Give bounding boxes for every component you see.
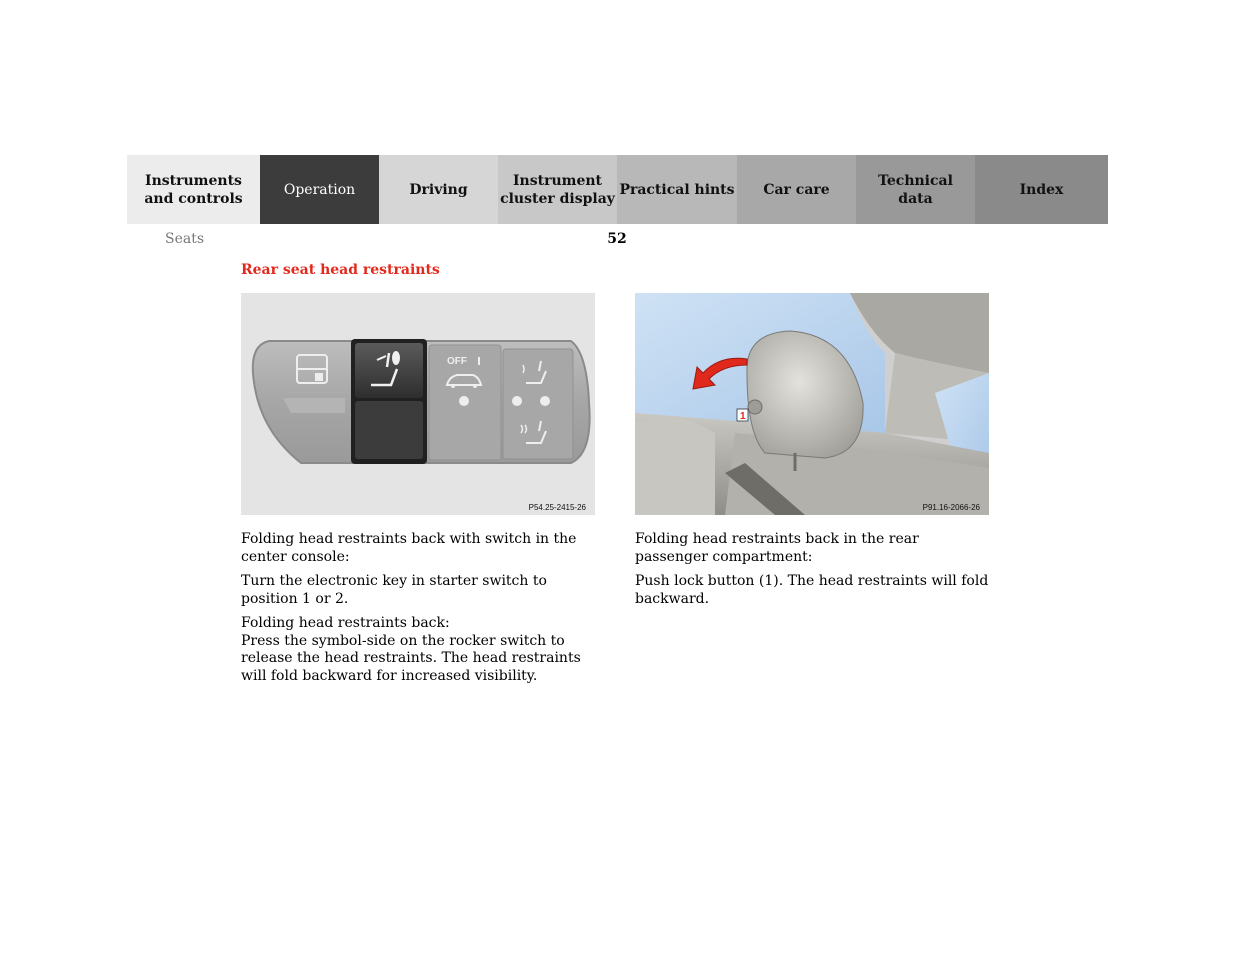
tab-operation[interactable]: Operation	[260, 155, 379, 224]
tab-practical-hints[interactable]: Practical hints	[617, 155, 737, 224]
paragraph: Folding head restraints back with switch in the center console:	[241, 531, 577, 565]
left-column-text	[241, 531, 597, 692]
lock-button[interactable]	[748, 400, 762, 414]
tab-car-care[interactable]: Car care	[737, 155, 856, 224]
off-label: OFF	[447, 356, 467, 367]
paragraph: Push lock button (1). The head restraints will fold backward.	[635, 573, 989, 607]
nav-tabs	[127, 155, 1108, 224]
paragraph: Press the symbol-side on the rocker switch to release the head restraints. The head restraints will fold backward for increased visibility.	[241, 632, 581, 684]
head-restraint-drawing	[635, 293, 989, 515]
indicator-lamp	[459, 396, 469, 406]
page-number: 52	[607, 231, 627, 247]
figure-code: P54.25-2415-26	[528, 503, 586, 512]
section-label: Seats	[165, 231, 205, 247]
tab-instruments-and-controls[interactable]: Instruments and controls	[127, 155, 260, 224]
indicator-lamp-right	[540, 396, 550, 406]
console-switch-illustration	[241, 293, 595, 515]
tab-index[interactable]: Index	[975, 155, 1108, 224]
right-column-text	[635, 531, 991, 615]
head-restraint-switch[interactable]	[351, 339, 427, 464]
page-heading: Rear seat head restraints	[241, 262, 440, 278]
rear-head-restraint-illustration	[635, 293, 989, 515]
tab-technical-data[interactable]: Technical data	[856, 155, 975, 224]
alarm-off-switch[interactable]	[429, 345, 501, 460]
tab-instrument-cluster-display[interactable]: Instrument cluster display	[498, 155, 617, 224]
tab-driving[interactable]: Driving	[379, 155, 498, 224]
paragraph: Folding head restraints back in the rear passenger compartment:	[635, 531, 919, 565]
switch-panel-drawing	[241, 293, 595, 515]
callout-1: 1	[740, 411, 746, 422]
paragraph: Folding head restraints back:	[241, 615, 450, 631]
indicator-lamp-left	[512, 396, 522, 406]
seat-heater-switch[interactable]	[503, 349, 573, 459]
figure-code: P91.16-2066-26	[922, 503, 980, 512]
paragraph: Turn the electronic key in starter switch to position 1 or 2.	[241, 573, 547, 607]
